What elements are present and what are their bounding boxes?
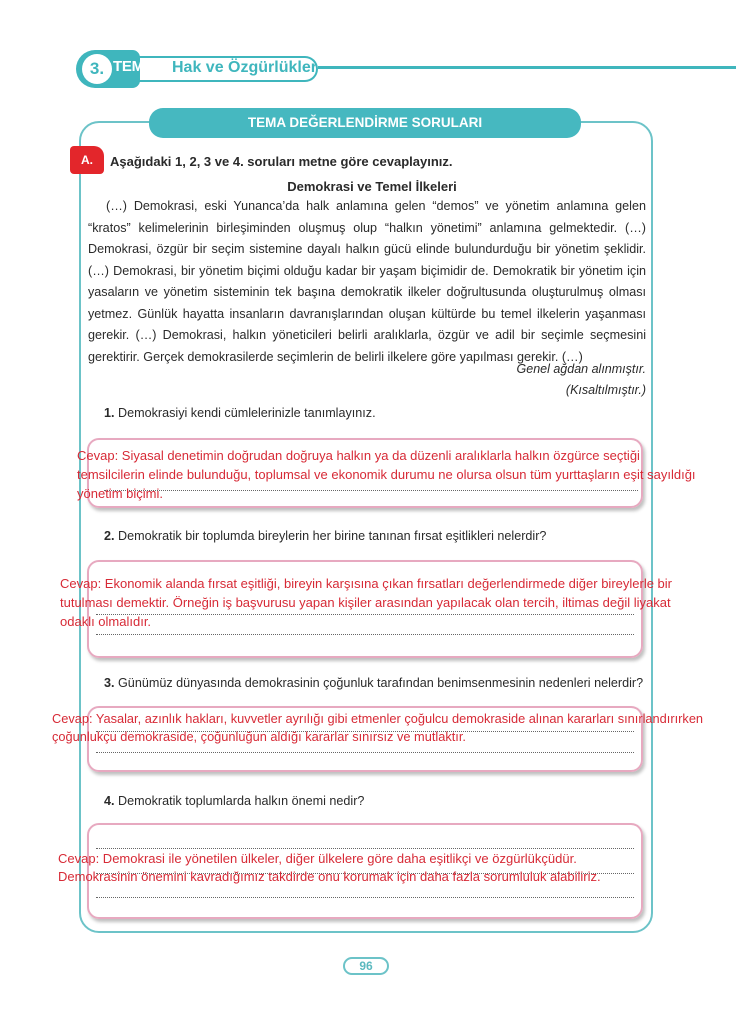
answer-line — [96, 897, 634, 898]
unit-title: Hak ve Özgürlükler — [172, 59, 317, 76]
answer-4-line-2: Demokrasinin önemini kavradığımız takdirde onu korumak için daha fazla sorumluluk alabiliriz. — [58, 869, 601, 884]
question-text: Günümüz dünyasında demokrasinin çoğunluk tarafından benimsenmesinin nedenleri nelerdir? — [118, 676, 644, 690]
passage-text: (…) Demokrasi, eski Yunanca’da halk anlamına gelen “demos” ve yönetim anlamına gelen “kratos” kelimelerinin birleşiminden oluşmuş olup “halkın yönetimi” anlamına gelmektedir. (…) Demokrasi, özgür bir seçim sistemine dayalı halkın gücü elinde bulundurduğu bir yönetim şeklidir. (…) Demokrasi, bir yönetim biçimi olduğu kadar bir yaşam biçimidir de. Demokratik bir yönetim için yasaların ve yönetim sisteminin tek başına demokratik ilkeler doğrultusunda oluşturulmuş olması yetmez. Günlük hayatta insanların davranışlarından oluşan kültürde bu temel ilkelerin yaşanması gerekir. (…) Demokrasi, halkın yöneticileri belirli aralıklarla, özgür ve adil bir seçimle seçmesini gerektirir. Gerçek demokrasilerde seçimlerin de belirli ilkelere göre yapılması gerekir. (…) — [88, 199, 646, 364]
question-2 — [104, 529, 546, 543]
instruction: Aşağıdaki 1, 2, 3 ve 4. soruları metne göre cevaplayınız. — [110, 154, 453, 169]
question-4 — [104, 794, 364, 808]
header-rule — [318, 66, 736, 69]
passage-source: Genel ağdan alınmıştır. — [516, 362, 646, 376]
question-text: Demokrasiyi kendi cümlelerinizle tanımlayınız. — [118, 406, 376, 420]
question-number: 4. — [104, 794, 115, 808]
answer-2-line-2: tutulması demektir. Örneğin iş başvurusu yapan kişiler arasından yapılacak olan tercih, iltimas değil liyakat — [60, 595, 671, 610]
answer-line — [96, 634, 634, 635]
passage-title: Demokrasi ve Temel İlkeleri — [287, 179, 457, 194]
unit-number: 3. — [82, 54, 112, 84]
answer-1-line-2: temsilcilerin elinde bulunduğu, toplumsal ve ekonomik durumu ne olursa olsun tüm yurttaşların eşit sayıldığı — [77, 467, 696, 482]
question-text: Demokratik bir toplumda bireylerin her birine tanınan fırsat eşitlikleri nelerdir? — [118, 529, 547, 543]
answer-1-line-3: yönetim biçimi. — [77, 486, 163, 501]
question-number: 2. — [104, 529, 115, 543]
answer-2-line-1: Cevap: Ekonomik alanda fırsat eşitliği, bireyin karşısına çıkan fırsatları değerlendirmede diğer bireylerle bir — [60, 576, 673, 591]
answer-2-line-3: odaklı olmalıdır. — [60, 614, 152, 629]
page-number: 96 — [343, 957, 389, 975]
answer-line — [96, 614, 634, 615]
passage-note: (Kısaltılmıştır.) — [565, 383, 646, 397]
question-number: 3. — [104, 676, 115, 690]
answer-line — [104, 490, 638, 491]
question-number: 1. — [104, 406, 115, 420]
unit-label: TEMA — [113, 58, 155, 75]
question-1 — [104, 406, 376, 420]
answer-3-line-2: çoğunlukçu demokraside, çoğunluğun aldığı kararlar sınırsız ve mutlaktır. — [52, 729, 466, 744]
section-banner: TEMA DEĞERLENDİRME SORULARI — [149, 108, 581, 138]
answer-1-line-1: Cevap: Siyasal denetimin doğrudan doğruya halkın ya da düzenli aralıklarla halkın özgürce seçtiği — [77, 448, 640, 463]
answer-3-line-1: Cevap: Yasalar, azınlık hakları, kuvvetler ayrılığı gibi etmenler çoğulcu demokraside alınan kararları sınırlandırırken — [52, 711, 704, 726]
question-text: Demokratik toplumlarda halkın önemi nedir? — [118, 794, 365, 808]
answer-4-line-1: Cevap: Demokrasi ile yönetilen ülkeler, diğer ülkelere göre daha eşitlikçi ve özgürlükçüdür. — [58, 851, 577, 866]
answer-line — [96, 752, 634, 753]
part-a-tag: A. — [70, 146, 104, 174]
question-3 — [104, 676, 643, 690]
